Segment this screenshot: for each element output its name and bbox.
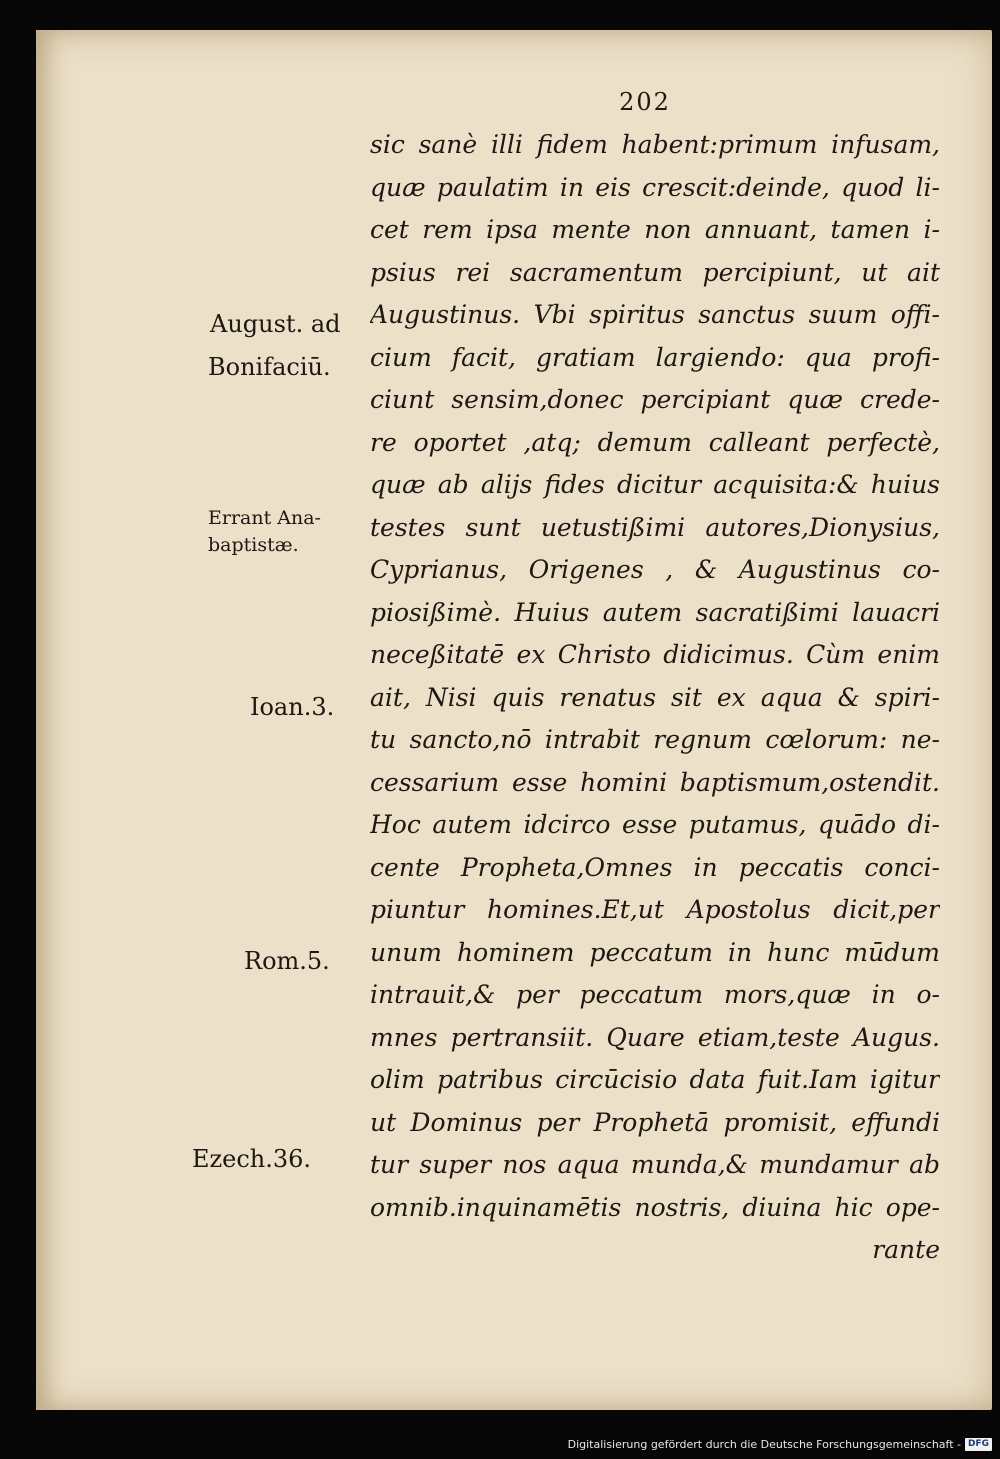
text-line: cente Propheta,Omnes in peccatis conci- bbox=[370, 852, 940, 882]
dfg-logo: DFG bbox=[965, 1438, 992, 1451]
marginal-note-ioan: Ioan.3. bbox=[250, 693, 335, 721]
catchword: rante bbox=[872, 1235, 940, 1264]
text-line: ciunt sensim,donec percipiant quæ crede- bbox=[370, 385, 940, 414]
text-line: olim patribus circūcisio data fuit.Iam igitur bbox=[370, 1065, 940, 1094]
text-line: omnib.inquinamētis nostris, diuina hic ope- bbox=[370, 1192, 940, 1222]
marginal-note-errant-1: Errant Ana- bbox=[208, 507, 321, 529]
text-line: piosißimè. Huius autem sacratißimi lauacri bbox=[370, 597, 940, 627]
marginal-note-august-1: August. ad bbox=[210, 310, 341, 338]
text-line: cium facit, gratiam largiendo: qua profi- bbox=[370, 342, 940, 372]
text-line: ut Dominus per Prophetā promisit, effundi bbox=[370, 1107, 940, 1137]
marginal-note-august-2: Bonifaciū. bbox=[208, 353, 331, 381]
text-line: neceßitatē ex Christo didicimus. Cùm enim bbox=[370, 640, 940, 669]
text-line: piuntur homines.Et,ut Apostolus dicit,per bbox=[370, 895, 940, 924]
text-line: intrauit,& per peccatum mors,quæ in o- bbox=[370, 980, 940, 1009]
text-line: cet rem ipsa mente non annuant, tamen i- bbox=[370, 215, 940, 244]
footer-text: Digitalisierung gefördert durch die Deutsche Forschungsgemeinschaft - bbox=[567, 1438, 961, 1451]
text-line: mnes pertransiit. Quare etiam,teste Augus. bbox=[370, 1022, 940, 1052]
marginal-note-rom: Rom.5. bbox=[244, 947, 330, 975]
text-line: quæ ab alijs fides dicitur acquisita:& huius bbox=[370, 470, 940, 499]
marginal-note-ezech: Ezech.36. bbox=[192, 1145, 312, 1173]
text-line: re oportet ,atq; demum calleant perfectè, bbox=[370, 427, 940, 457]
text-line: quæ paulatim in eis crescit:deinde, quod li- bbox=[370, 172, 940, 202]
marginal-note-errant-2: baptistæ. bbox=[208, 534, 299, 556]
text-line: psius rei sacramentum percipiunt, ut ait bbox=[370, 257, 940, 287]
text-line: Augustinus. Vbi spiritus sanctus suum offi- bbox=[370, 300, 940, 329]
text-line: ait, Nisi quis renatus sit ex aqua & spiri- bbox=[370, 682, 940, 712]
text-line: Hoc autem idcirco esse putamus, quādo di- bbox=[370, 810, 940, 839]
text-line: cessarium esse homini baptismum,ostendit. bbox=[370, 767, 940, 797]
text-line: sic sanè illi fidem habent:primum infusam, bbox=[370, 130, 940, 159]
text-line: tur super nos aqua munda,& mundamur ab bbox=[370, 1150, 940, 1179]
text-line: unum hominem peccatum in hunc mūdum bbox=[370, 937, 940, 967]
text-line: testes sunt uetustißimi autores,Dionysius, bbox=[370, 512, 940, 542]
text-line: Cyprianus, Origenes , & Augustinus co- bbox=[370, 555, 940, 584]
text-line: tu sancto,nō intrabit regnum cœlorum: ne- bbox=[370, 725, 940, 754]
digitization-footer bbox=[568, 1438, 992, 1451]
page-number: 202 bbox=[619, 88, 671, 116]
body-text bbox=[370, 124, 940, 1272]
